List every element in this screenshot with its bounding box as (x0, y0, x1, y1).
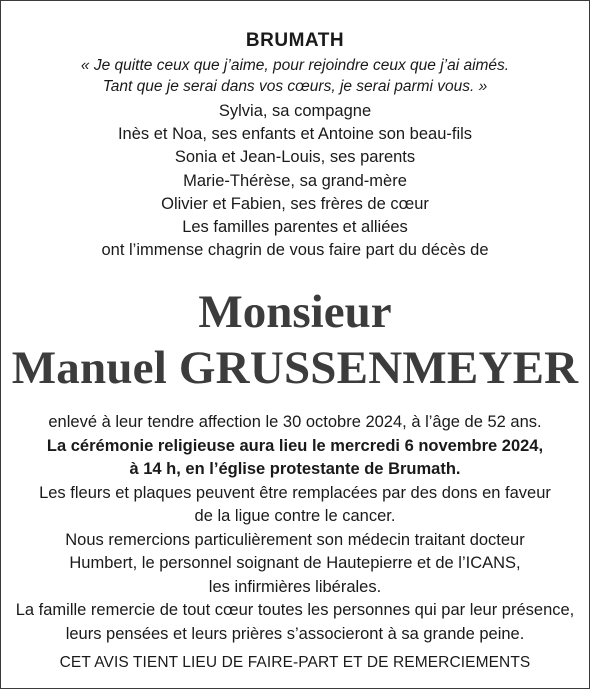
deceased-name: Manuel GRUSSENMEYER (11, 342, 579, 394)
family-member: Sylvia, sa compagne (218, 102, 372, 120)
flowers-line: de la ligue contre le cancer. (194, 507, 396, 525)
notice-details (1, 411, 589, 646)
thanks-line: les infirmières libérales. (208, 577, 382, 596)
family-member: Marie-Thérèse, sa grand-mère (183, 171, 407, 190)
epigraph-quote (1, 55, 589, 97)
ceremony-line: à 14 h, en l’église protestante de Brumath. (129, 460, 461, 478)
thanks-line: Humbert, le personnel soignant de Hautepierre et de l’ICANS, (69, 554, 521, 572)
passing-line: enlevé à leur tendre affection le 30 octobre 2024, à l’âge de 52 ans. (48, 413, 542, 431)
gratitude-line: leurs pensées et leurs prières s’associeront à sa grande peine. (65, 624, 525, 643)
town-heading: BRUMATH (245, 30, 345, 51)
quote-line: Tant que je serai dans vos cœurs, je serai parmi vous. » (102, 78, 488, 95)
family-member: Les familles parentes et alliées (182, 218, 408, 237)
footer-statement: CET AVIS TIENT LIEU DE FAIRE-PART ET DE REMERCIEMENTS (59, 654, 531, 671)
quote-line: « Je quitte ceux que j’aime, pour rejoindre ceux que j’ai aimés. (80, 57, 510, 74)
ceremony-line: La cérémonie religieuse aura lieu le mercredi 6 novembre 2024, (46, 436, 544, 455)
family-member: Sonia et Jean-Louis, ses parents (174, 148, 416, 167)
family-member: Olivier et Fabien, ses frères de cœur (161, 194, 429, 213)
gratitude-line: La famille remercie de tout cœur toutes les personnes qui par leur présence, (15, 601, 575, 619)
family-list (1, 100, 589, 262)
thanks-line: Nous remercions particulièrement son médecin traitant docteur (65, 530, 525, 549)
family-member: Inès et Noa, ses enfants et Antoine son beau-fils (117, 125, 473, 144)
announcement-line: ont l’immense chagrin de vous faire part du décès de (101, 241, 489, 260)
flowers-line: Les fleurs et plaques peuvent être remplacées par des dons en faveur (39, 483, 551, 502)
deceased-honorific: Monsieur (198, 286, 392, 338)
